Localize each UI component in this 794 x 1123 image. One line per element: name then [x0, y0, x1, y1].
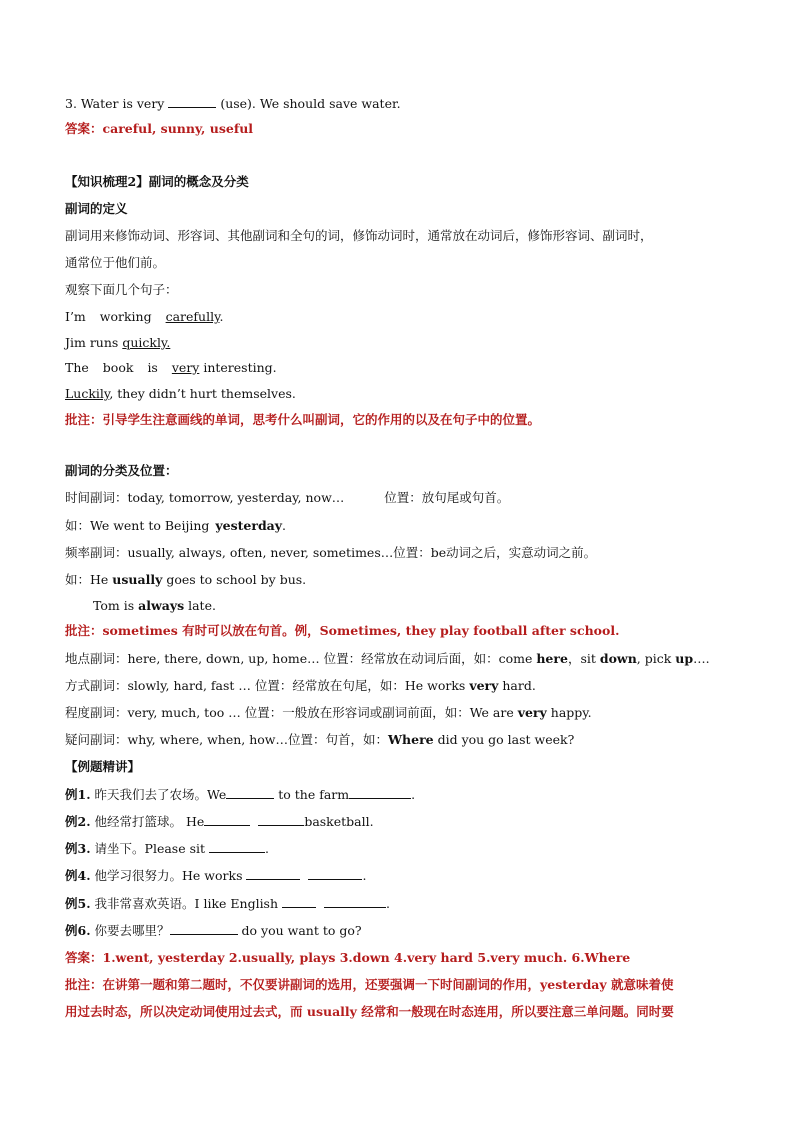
example-4: 例4. 他学习很努力。He works .	[65, 868, 367, 883]
annotation-3-line-2: 用过去时态，所以决定动词使用过去式，而 usually 经常和一般现在时态连用，所以要注意三单问题。同时要	[65, 1004, 674, 1019]
example-5: 例5. 我非常喜欢英语。I like English .	[65, 896, 390, 911]
examples-heading: 【例题精讲】	[65, 759, 141, 774]
classification-heading: 副词的分类及位置：	[65, 463, 178, 478]
example-3: 例3. 请坐下。Please sit .	[65, 841, 269, 856]
example-2: 例2. 他经常打篮球。 He basketball.	[65, 814, 374, 829]
sentence-3: The book is very interesting.	[65, 360, 277, 375]
annotation-2: 批注：sometimes 有时可以放在句首。例，Sometimes, they play football after school.	[65, 623, 620, 638]
exercise-3: 3. Water is very (use). We should save water.	[65, 96, 401, 111]
sentence-4: Luckily, they didn’t hurt themselves.	[65, 386, 296, 401]
degree-adverbs: 程度副词：very, much, too … 位置：一般放在形容词或副词前面，如：We are very happy.	[65, 705, 592, 720]
example-6: 例6. 你要去哪里？ do you want to go?	[65, 923, 362, 938]
annotation-3-line-1: 批注：在讲第一题和第二题时，不仅要讲副词的选用，还要强调一下时间副词的作用，yesterday 就意味着使	[65, 977, 674, 992]
place-adverbs: 地点副词：here, there, down, up, home… 位置：经常放在动词后面，如：come here，sit down, pick up….	[65, 651, 710, 666]
example-1: 例1. 昨天我们去了农场。We to the farm .	[65, 787, 416, 802]
sentence-1: I’m working carefully.	[65, 309, 224, 324]
frequency-adverbs: 频率副词：usually, always, often, never, sometimes…位置：be动词之后，实意动词之前。	[65, 545, 597, 560]
frequency-example-2: Tom is always late.	[93, 598, 216, 613]
interrogative-adverbs: 疑问副词：why, where, when, how…位置：句首，如：Where did you go last week?	[65, 732, 575, 747]
definition-heading: 副词的定义	[65, 201, 128, 216]
frequency-example-1: 如：He usually goes to school by bus.	[65, 572, 307, 587]
sentence-2: Jim runs quickly.	[65, 335, 171, 350]
observe-label: 观察下面几个句子：	[65, 282, 178, 297]
manner-adverbs: 方式副词：slowly, hard, fast … 位置：经常放在句尾，如：He works very hard.	[65, 678, 536, 693]
answer-line-2: 答案：1.went, yesterday 2.usually, plays 3.down 4.very hard 5.very much. 6.Where	[65, 950, 631, 965]
section-heading: 【知识梳理2】副词的概念及分类	[65, 174, 249, 189]
time-adverbs: 时间副词：today, tomorrow, yesterday, now… 位置：放句尾或句首。	[65, 490, 510, 505]
time-example: 如：We went to Beijing yesterday.	[65, 518, 287, 533]
definition-text-1: 副词用来修饰动词、形容词、其他副词和全句的词，修饰动词时，通常放在动词后，修饰形容词、副词时，	[65, 228, 653, 243]
blank	[168, 96, 216, 108]
definition-text-2: 通常位于他们前。	[65, 255, 166, 270]
annotation-1: 批注：引导学生注意画线的单词，思考什么叫副词，它的作用的以及在句子中的位置。	[65, 412, 541, 427]
answer-line-1: 答案：careful, sunny, useful	[65, 121, 254, 136]
